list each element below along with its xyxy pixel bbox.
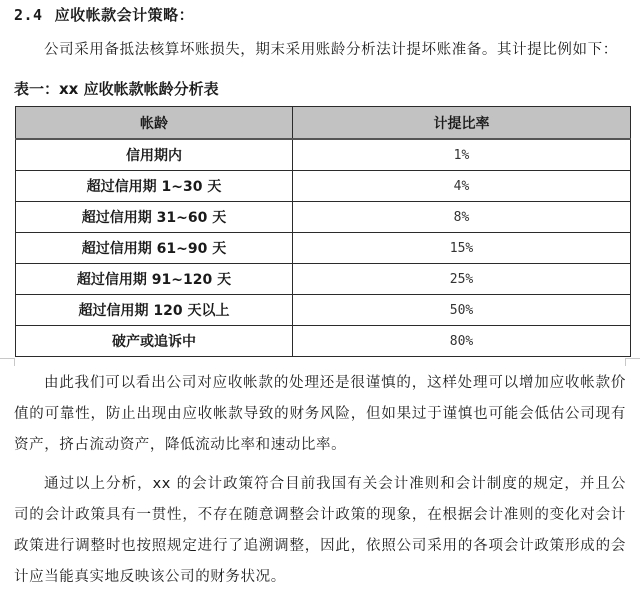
page-boundary-marks bbox=[0, 358, 640, 366]
header-aging: 帐龄 bbox=[16, 107, 293, 140]
aging-analysis-table bbox=[15, 106, 631, 357]
table-row bbox=[16, 139, 631, 171]
provision-rate: 15% bbox=[293, 233, 631, 264]
provision-rate: 80% bbox=[293, 326, 631, 357]
provision-rate: 1% bbox=[293, 139, 631, 171]
table-row bbox=[16, 295, 631, 326]
table-header-row bbox=[16, 107, 631, 140]
aging-period: 超过信用期 61~90 天 bbox=[16, 233, 293, 264]
aging-period: 超过信用期 1~30 天 bbox=[16, 171, 293, 202]
page-corner-mark-right bbox=[625, 358, 640, 366]
provision-rate: 25% bbox=[293, 264, 631, 295]
table-row bbox=[16, 233, 631, 264]
header-provision-rate: 计提比率 bbox=[293, 107, 631, 140]
intro-paragraph: 公司采用备抵法核算坏账损失，期末采用账龄分析法计提坏账准备。其计提比例如下： bbox=[44, 42, 618, 58]
table-row bbox=[16, 171, 631, 202]
provision-rate: 4% bbox=[293, 171, 631, 202]
analysis-paragraph: 由此我们可以看出公司对应收帐款的处理还是很谨慎的，这样处理可以增加应收帐款价值的可靠性，防止出现由应收帐款导致的财务风险，但如果过于谨慎也可能会低估公司现有资产，挤占流动资产，降低流动比率和速动比率。 bbox=[14, 375, 626, 453]
aging-period: 破产或追诉中 bbox=[16, 326, 293, 357]
section-heading bbox=[14, 4, 194, 25]
section-title: 应收帐款会计策略： bbox=[54, 6, 195, 24]
page-corner-mark-left bbox=[0, 358, 15, 366]
table-row bbox=[16, 264, 631, 295]
table-row bbox=[16, 326, 631, 357]
table-row bbox=[16, 202, 631, 233]
aging-period: 超过信用期 120 天以上 bbox=[16, 295, 293, 326]
section-number: 2.4 bbox=[14, 6, 43, 24]
table-caption: 表一：xx 应收帐款帐龄分析表 bbox=[14, 80, 219, 98]
conclusion-paragraph: 通过以上分析，xx 的会计政策符合目前我国有关会计准则和会计制度的规定，并且公司的会计政策具有一贯性，不存在随意调整会计政策的现象，在根据会计准则的变化对会计政策进行调整时也按照规定进行了追溯调整，因此，依照公司采用的各项会计政策形成的会计应当能真实地反映该公司的财务状况。 bbox=[14, 476, 626, 585]
aging-period: 信用期内 bbox=[16, 139, 293, 171]
aging-period: 超过信用期 91~120 天 bbox=[16, 264, 293, 295]
aging-period: 超过信用期 31~60 天 bbox=[16, 202, 293, 233]
provision-rate: 50% bbox=[293, 295, 631, 326]
provision-rate: 8% bbox=[293, 202, 631, 233]
